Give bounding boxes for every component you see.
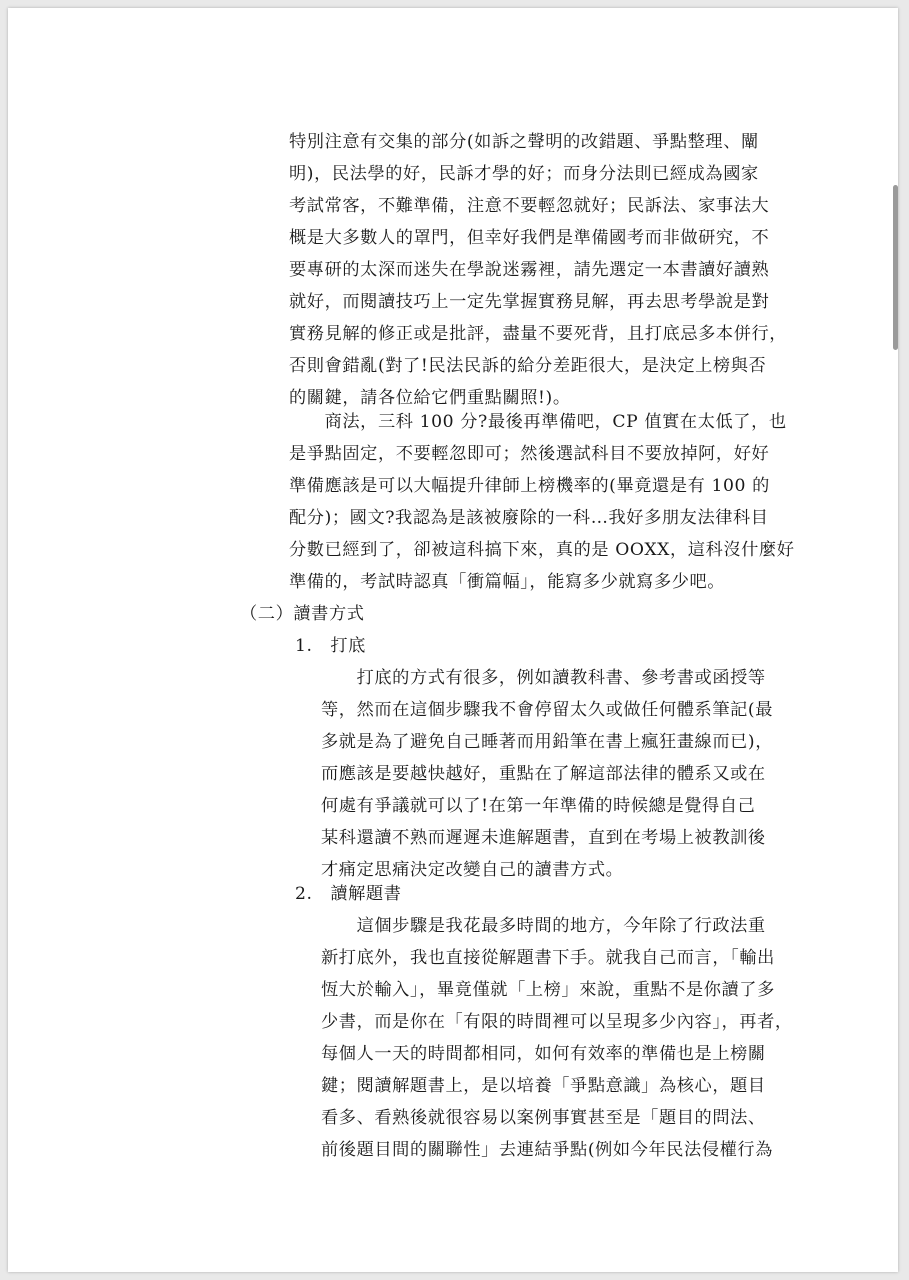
paragraph-line: 準備的，考試時認真「衝篇幅」，能寫多少就寫多少吧。 <box>289 572 726 592</box>
paragraph-line: 何處有爭議就可以了!在第一年準備的時候總是覺得自己 <box>321 796 756 816</box>
paragraph-line: 等，然而在這個步驟我不會停留太久或做任何體系筆記(最 <box>321 700 773 720</box>
paragraph-line: 配分)；國文?我認為是該被廢除的一科…我好多朋友法律科目 <box>289 508 769 528</box>
paragraph-line: 準備應該是可以大幅提升律師上榜機率的(畢竟還是有 100 的 <box>289 476 770 496</box>
paragraph-line: 某科還讀不熟而遲遲未進解題書，直到在考場上被教訓後 <box>321 828 766 848</box>
paragraph-line: 否則會錯亂(對了!民法民訴的給分差距很大，是決定上榜與否 <box>289 356 767 376</box>
paragraph-line: 實務見解的修正或是批評，盡量不要死背，且打底忌多本併行， <box>289 324 788 344</box>
paragraph-line: 概是大多數人的罩門，但幸好我們是準備國考而非做研究，不 <box>289 228 770 248</box>
paragraph-line: 才痛定思痛決定改變自己的讀書方式。 <box>321 860 624 880</box>
paragraph-line: 看多、看熟後就很容易以案例事實甚至是「題目的問法、 <box>321 1108 766 1128</box>
paragraph-line: 考試常客，不難準備，注意不要輕忽就好；民訴法、家事法大 <box>289 196 770 216</box>
paragraph-line: 明)，民法學的好，民訴才學的好；而身分法則已經成為國家 <box>289 164 759 184</box>
paragraph-line: 這個步驟是我花最多時間的地方，今年除了行政法重 <box>321 916 766 936</box>
paragraph-line: 就好，而閱讀技巧上一定先掌握實務見解，再去思考學說是對 <box>289 292 770 312</box>
paragraph-line: 少書，而是你在「有限的時間裡可以呈現多少內容」，再者， <box>321 1012 793 1032</box>
item-title: 1. 打底 <box>295 636 366 656</box>
paragraph-line: 的關鍵，請各位給它們重點關照!)。 <box>289 388 571 408</box>
paragraph-line: 商法，三科 100 分?最後再準備吧，CP 值實在太低了，也 <box>289 412 787 432</box>
document-page <box>8 8 898 1272</box>
document-content <box>8 8 898 1272</box>
paragraph-line: 前後題目間的關聯性」去連結爭點(例如今年民法侵權行為 <box>321 1140 773 1160</box>
item-title: 2. 讀解題書 <box>295 884 402 904</box>
paragraph-line: 新打底外，我也直接從解題書下手。就我自己而言，「輸出 <box>321 948 775 968</box>
paragraph-line: 鍵；閱讀解題書上，是以培養「爭點意識」為核心，題目 <box>321 1076 766 1096</box>
vertical-scrollbar[interactable] <box>893 185 898 350</box>
paragraph-line: 恆大於輸入」，畢竟僅就「上榜」來說，重點不是你讀了多 <box>321 980 775 1000</box>
paragraph-line: 每個人一天的時間都相同，如何有效率的準備也是上榜關 <box>321 1044 766 1064</box>
paragraph-line: 特別注意有交集的部分(如訴之聲明的改錯題、爭點整理、闡 <box>289 132 759 152</box>
paragraph-line: 是爭點固定，不要輕忽即可；然後選試科目不要放掉阿，好好 <box>289 444 770 464</box>
paragraph-line: 多就是為了避免自己睡著而用鉛筆在書上瘋狂畫線而已)， <box>321 732 773 752</box>
paragraph-line: 要專研的太深而迷失在學說迷霧裡，請先選定一本書讀好讀熟 <box>289 260 770 280</box>
paragraph-line: 分數已經到了，卻被這科搞下來，真的是 OOXX，這科沒什麼好 <box>289 540 795 560</box>
paragraph-line: 打底的方式有很多，例如讀教科書、參考書或函授等 <box>321 668 766 688</box>
section-heading: （二）讀書方式 <box>240 604 365 624</box>
paragraph-line: 而應該是要越快越好，重點在了解這部法律的體系又或在 <box>321 764 766 784</box>
